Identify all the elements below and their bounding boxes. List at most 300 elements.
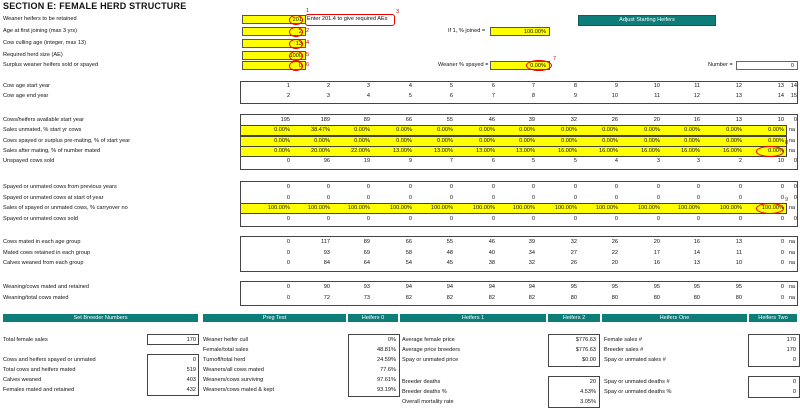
- row-value: 93: [323, 249, 330, 256]
- row-value: 0: [656, 194, 660, 201]
- row-value: 10: [735, 260, 742, 266]
- row-value: 7: [449, 158, 453, 165]
- row-value: 20: [653, 117, 660, 123]
- row-value: 100.00%: [307, 205, 330, 211]
- row-value: 0: [326, 215, 330, 222]
- row-value: 0: [326, 194, 330, 201]
- row-value: 0: [491, 184, 495, 190]
- summary-mid-label: Weaners/cows surviving: [203, 377, 264, 383]
- age-end-value: 13: [735, 93, 742, 99]
- row-value: 0: [780, 249, 784, 256]
- row-label: Spayed or unmated cows sold: [3, 215, 78, 222]
- row-value: 13: [735, 117, 742, 123]
- row-value: 0: [696, 215, 700, 222]
- row-value: 2: [738, 158, 742, 165]
- summary-left-label: Females mated and retained: [3, 387, 75, 393]
- age-end-value: 5: [408, 93, 412, 99]
- row-value: 0: [408, 194, 412, 201]
- age-start-value: 6: [491, 83, 495, 89]
- row-value: 0.00%: [726, 137, 742, 144]
- number-label: Number =: [708, 62, 733, 68]
- row-value: 0.00%: [684, 127, 700, 134]
- row-value: 100.00%: [637, 205, 660, 211]
- summary-mid-value: 97.61%: [377, 377, 396, 383]
- row-value: 38.47%: [311, 127, 330, 134]
- row-value: 90: [323, 284, 330, 290]
- row-value: 0: [793, 194, 797, 201]
- row-value: 0: [614, 215, 618, 222]
- row-value: 95: [653, 284, 660, 290]
- summary-far-label: Spay or unmated deaths %: [604, 389, 672, 395]
- row-value: 0: [449, 184, 453, 190]
- age-end-value: 6: [449, 93, 453, 99]
- summary-left-value: 170: [186, 337, 196, 343]
- row-value: 46: [488, 239, 495, 245]
- row-value: 0: [449, 194, 453, 201]
- age-start-value: 12: [735, 83, 742, 89]
- row-value: 0: [780, 284, 784, 290]
- row-value: 32: [570, 117, 577, 123]
- row-value: 0.00%: [561, 127, 577, 134]
- summary-left-label: Cows and heifers spayed or unmated: [3, 357, 96, 363]
- row-value: 32: [570, 239, 577, 245]
- row-value: 34: [528, 249, 535, 256]
- row-value: 13.00%: [393, 147, 412, 154]
- annotation-marker: 4: [306, 40, 310, 46]
- row-value: 10: [777, 117, 784, 123]
- row-value: 20: [653, 239, 660, 245]
- preg-test-header: Preg Test: [203, 314, 346, 322]
- annotation-marker: 3: [396, 9, 400, 15]
- row-value: 46: [488, 117, 495, 123]
- summary-left-value: 0: [192, 357, 196, 363]
- row-value: 14: [693, 249, 700, 256]
- summary-right-value: $0.00: [582, 357, 596, 363]
- row-value: 0.00%: [768, 137, 784, 144]
- row-value: 0.00%: [437, 127, 453, 134]
- summary-right-box1: [548, 334, 600, 367]
- row-value: 0.00%: [354, 137, 370, 144]
- age-start-value: 9: [614, 83, 618, 89]
- age-end-value: 15: [790, 93, 797, 99]
- row-value: 95: [570, 284, 577, 290]
- row-value: 94: [405, 284, 412, 290]
- row-value: 0: [286, 284, 290, 290]
- row-value: 0.00%: [644, 127, 660, 134]
- row-value: 94: [528, 284, 535, 290]
- summary-mid-label: Weaners/cows mated & kept: [203, 387, 275, 393]
- row-value: 80: [570, 294, 577, 301]
- row-value: 55: [446, 239, 453, 245]
- summary-mid-value: 77.6%: [380, 367, 396, 373]
- age-end-value: 12: [693, 93, 700, 99]
- row-value: 0: [614, 184, 618, 190]
- row-value: 0: [531, 194, 535, 201]
- row-value: 20: [611, 260, 618, 266]
- row-value: 100.00%: [472, 205, 495, 211]
- row-value: 0: [780, 294, 784, 301]
- summary-far-box1: [748, 334, 800, 367]
- row-value: 96: [323, 158, 330, 165]
- input-value: 13: [295, 41, 302, 47]
- row-value: 100.00%: [389, 205, 412, 211]
- summary-mid-value: 93.19%: [377, 387, 396, 393]
- row-value: 16.00%: [599, 147, 618, 154]
- set-breeder-numbers-button[interactable]: Set Breeder Numbers: [3, 314, 198, 322]
- row-value: 13: [693, 260, 700, 266]
- row-value: 0.00%: [726, 127, 742, 134]
- row-value: 0: [286, 194, 290, 201]
- note-text: Enter 201.4 to give required AEs: [307, 16, 388, 22]
- row-value: 0.00%: [768, 147, 784, 154]
- age-end-value: 11: [654, 93, 660, 99]
- row-value: 27: [570, 249, 577, 256]
- row-value: 100.00%: [512, 205, 535, 211]
- row-label: Spayed or unmated cows at start of year: [3, 194, 104, 201]
- age-start-value: 3: [366, 83, 370, 89]
- summary-far-label: Spay or unmated deaths #: [604, 379, 670, 385]
- row-value: 82: [405, 294, 412, 301]
- input-label: Surplus weaner heifers sold or spayed: [3, 62, 99, 68]
- na-label: na: [789, 284, 795, 290]
- age-end-value: 7: [491, 93, 495, 99]
- row-value: 0: [449, 215, 453, 222]
- summary-far-label: Female sales #: [604, 337, 642, 343]
- annotation-marker: 7: [553, 56, 557, 62]
- row-value: 38: [488, 260, 495, 266]
- row-value: 0: [366, 215, 370, 222]
- row-value: 80: [735, 294, 742, 301]
- row-value: 0.00%: [602, 137, 618, 144]
- na-label: na: [789, 127, 795, 134]
- row-value: 22.00%: [351, 147, 370, 154]
- age-end-value: 10: [611, 93, 618, 99]
- heifers1-header: Heifers 1: [400, 314, 546, 322]
- row-value: 26: [611, 239, 618, 245]
- summary-right-value: $776.63: [575, 347, 596, 353]
- weaner-spayed-value: 0.00%: [530, 63, 546, 69]
- age-start-value: 14: [790, 83, 797, 89]
- row-label: Cows mated in each age group: [3, 239, 81, 245]
- summary-far-label: Breeder sales #: [604, 347, 644, 353]
- heifers-two-header: Heifers Two: [749, 314, 797, 322]
- if1-label: If 1, % joined =: [448, 28, 486, 34]
- row-label: Cows spayed or surplus pre-mating, % of start year: [3, 137, 131, 144]
- age-end-value: 8: [531, 93, 535, 99]
- row-value: 0.00%: [684, 137, 700, 144]
- row-value: 64: [363, 260, 370, 266]
- row-value: 100.00%: [347, 205, 370, 211]
- row-value: 73: [363, 294, 370, 301]
- summary-left-value: 403: [186, 377, 196, 383]
- row-value: 0.00%: [561, 137, 577, 144]
- row-value: 0: [326, 184, 330, 190]
- row-value: 0: [286, 184, 290, 190]
- na-label: na: [789, 260, 795, 266]
- row-value: 189: [320, 117, 330, 123]
- age-end-value: 9: [573, 93, 577, 99]
- row-value: 3: [696, 158, 700, 165]
- page-title: SECTION E: FEMALE HERD STRUCTURE: [3, 1, 187, 11]
- row-value: 0.00%: [274, 137, 290, 144]
- annotation-marker: 2: [306, 28, 310, 34]
- row-value: 100.00%: [761, 205, 784, 211]
- row-value: 93: [363, 284, 370, 290]
- row-value: 0: [286, 239, 290, 245]
- age-start-value: 11: [694, 83, 700, 89]
- summary-mid-label: Weaners/all cows mated: [203, 367, 264, 373]
- row-value: 22: [611, 249, 618, 256]
- row-value: 0.00%: [479, 137, 495, 144]
- row-value: 0: [408, 215, 412, 222]
- summary-right-label: Spay or unmated price: [402, 357, 459, 363]
- input-value: 2: [298, 29, 302, 35]
- adjust-heifers-button[interactable]: Adjust Starting Heifers: [578, 15, 716, 26]
- row-value: 0.00%: [479, 127, 495, 134]
- row-value: 0: [780, 215, 784, 222]
- row-value: 48: [446, 249, 453, 256]
- age-start-value: 2: [326, 83, 330, 89]
- row-value: 95: [735, 284, 742, 290]
- summary-left-label: Total cows and heifers mated: [3, 367, 76, 373]
- heifers2-header: Heifers 2: [548, 314, 600, 322]
- heifers0-header: Heifers 0: [348, 314, 398, 322]
- annotation-marker: 1: [306, 8, 310, 14]
- summary-mid-box: [348, 334, 400, 397]
- row-value: 16.00%: [641, 147, 660, 154]
- row-value: 9: [408, 158, 412, 165]
- row-value: 13.00%: [516, 147, 535, 154]
- row-value: 89: [363, 117, 370, 123]
- summary-left-value: 519: [186, 367, 196, 373]
- row-value: 0.00%: [519, 127, 535, 134]
- row-value: 0: [286, 249, 290, 256]
- input-label: Cow culling age (integer, max 13): [3, 40, 87, 46]
- row-value: 13: [735, 239, 742, 245]
- row-value: 13.00%: [476, 147, 495, 154]
- summary-right-value: $776.63: [575, 337, 596, 343]
- row-value: 0: [366, 184, 370, 190]
- na-label: na: [789, 205, 795, 211]
- row-value: 0: [696, 194, 700, 201]
- summary-mid-value: 48.81%: [377, 347, 396, 353]
- input-label: Weaner heifers to be retained: [3, 16, 77, 22]
- row-value: 117: [321, 239, 330, 245]
- row-value: 16: [693, 117, 700, 123]
- annotation-marker: 9: [785, 197, 789, 203]
- summary-far-value: 170: [786, 347, 796, 353]
- row-value: 11: [736, 249, 742, 256]
- row-value: 0: [780, 184, 784, 190]
- row-value: 32: [528, 260, 535, 266]
- row-value: 80: [693, 294, 700, 301]
- row-value: 40: [488, 249, 495, 256]
- row-value: 10: [777, 158, 784, 165]
- summary-right-value: 3.05%: [580, 399, 596, 405]
- summary-right-value: 4.53%: [580, 389, 596, 395]
- row-value: 0: [656, 215, 660, 222]
- row-value: 16.00%: [723, 147, 742, 154]
- row-value: 0.00%: [644, 137, 660, 144]
- age-end-value: 4: [366, 93, 370, 99]
- row-value: 0.00%: [274, 127, 290, 134]
- na-label: na: [789, 239, 795, 245]
- if1-value: 100.00%: [523, 29, 546, 35]
- age-start-label: Cow age start year: [3, 83, 50, 89]
- row-value: 82: [488, 294, 495, 301]
- row-value: 45: [446, 260, 453, 266]
- row-value: 0: [573, 194, 577, 201]
- row-value: 0: [491, 194, 495, 201]
- age-start-value: 1: [286, 83, 290, 89]
- age-start-value: 10: [653, 83, 660, 89]
- summary-far-box2: [748, 376, 800, 398]
- row-value: 0: [793, 215, 797, 222]
- age-start-value: 5: [449, 83, 453, 89]
- row-value: 19: [363, 158, 370, 165]
- summary-right-label: Average price breeders: [402, 347, 461, 353]
- row-label: Weaning/total cows mated: [3, 294, 69, 301]
- row-value: 0: [286, 215, 290, 222]
- row-value: 55: [446, 117, 453, 123]
- age-start-value: 13: [777, 83, 784, 89]
- row-value: 0: [614, 194, 618, 201]
- row-value: 16: [693, 239, 700, 245]
- summary-mid-label: Female/total sales: [203, 347, 249, 353]
- row-value: 0: [573, 215, 577, 222]
- input-value: 1000: [289, 53, 302, 59]
- row-label: Cows/heifers available start year: [3, 117, 84, 123]
- summary-left-label: Calves weaned: [3, 377, 42, 383]
- age-end-value: 14: [777, 93, 784, 99]
- row-value: 0: [286, 294, 290, 301]
- row-value: 5: [531, 158, 535, 165]
- row-value: 0.00%: [768, 127, 784, 134]
- summary-mid-value: 24.59%: [377, 357, 396, 363]
- row-value: 0.00%: [274, 147, 290, 154]
- row-label: Weaning/cows mated and retained: [3, 284, 90, 290]
- na-label: na: [789, 137, 795, 144]
- row-value: 0: [531, 184, 535, 190]
- input-value: 201: [292, 17, 302, 23]
- row-value: 0: [738, 194, 742, 201]
- row-value: 54: [405, 260, 412, 266]
- row-value: 0.00%: [314, 137, 330, 144]
- row-value: 0: [793, 158, 797, 165]
- row-value: 26: [570, 260, 577, 266]
- age-start-value: 7: [531, 83, 535, 89]
- input-value: 0: [298, 63, 302, 69]
- summary-far-value: 0: [792, 357, 796, 363]
- summary-mid-value: 0%: [387, 337, 396, 343]
- row-value: 80: [653, 294, 660, 301]
- summary-right-value: 20: [589, 379, 596, 385]
- row-value: 5: [573, 158, 577, 165]
- row-value: 13.00%: [434, 147, 453, 154]
- row-value: 0: [780, 260, 784, 266]
- row-value: 0: [738, 215, 742, 222]
- summary-mid-label: Turnoff/total herd: [203, 357, 246, 363]
- row-value: 26: [611, 117, 618, 123]
- row-value: 0.00%: [519, 137, 535, 144]
- row-value: 0: [780, 194, 784, 201]
- row-value: 100.00%: [719, 205, 742, 211]
- row-label: Unspayed cows sold: [3, 158, 55, 165]
- row-value: 0: [656, 184, 660, 190]
- weaner-spayed-label: Weaner % spayed =: [438, 62, 489, 68]
- summary-far-value: 170: [786, 337, 796, 343]
- row-value: 16: [653, 260, 660, 266]
- row-value: 0: [738, 184, 742, 190]
- row-value: 72: [323, 294, 330, 301]
- row-label: Sales of spayed or unmated cows, % carryover no: [3, 205, 128, 211]
- row-label: Sales after mating, % of number mated: [3, 147, 101, 154]
- summary-far-label: Spay or unmated sales #: [604, 357, 666, 363]
- summary-right-label: Breeder deaths: [402, 379, 441, 385]
- row-value: 100.00%: [430, 205, 453, 211]
- row-value: 0: [366, 194, 370, 201]
- row-value: 0: [408, 184, 412, 190]
- row-value: 94: [488, 284, 495, 290]
- row-value: 0.00%: [396, 127, 412, 134]
- summary-far-value: 0: [792, 389, 796, 395]
- summary-right-label: Breeder deaths %: [402, 389, 447, 395]
- row-value: 69: [363, 249, 370, 256]
- row-value: 16.00%: [681, 147, 700, 154]
- row-value: 3: [656, 158, 660, 165]
- input-label: Required herd size (AE): [3, 52, 63, 58]
- row-label: Calves weaned from each group: [3, 260, 84, 266]
- row-value: 100.00%: [677, 205, 700, 211]
- input-label: Age at first joining (max 3 yrs): [3, 28, 77, 34]
- annotation-marker: 5: [306, 52, 310, 58]
- na-label: na: [789, 147, 795, 154]
- row-value: 84: [323, 260, 330, 266]
- annotation-marker: 6: [306, 62, 310, 68]
- row-value: 17: [653, 249, 660, 256]
- annotation-marker: 8: [785, 139, 789, 146]
- row-value: 0: [531, 215, 535, 222]
- row-value: 66: [405, 117, 412, 123]
- row-label: Spayed or unmated cows from previous years: [3, 184, 117, 190]
- age-start-value: 8: [573, 83, 577, 89]
- age-end-value: 3: [326, 93, 330, 99]
- row-value: 0.00%: [396, 137, 412, 144]
- row-value: 39: [528, 117, 535, 123]
- row-value: 94: [446, 284, 453, 290]
- row-value: 0: [286, 158, 290, 165]
- na-label: na: [789, 294, 795, 301]
- row-value: 80: [611, 294, 618, 301]
- summary-left-value: 432: [186, 387, 196, 393]
- row-value: 4: [614, 158, 618, 165]
- row-value: 95: [611, 284, 618, 290]
- summary-right-label: Overall mortality rate: [402, 399, 454, 405]
- row-value: 0.00%: [602, 127, 618, 134]
- summary-mid-label: Weaner heifer cull: [203, 337, 248, 343]
- row-value: 95: [693, 284, 700, 290]
- row-value: 0: [573, 184, 577, 190]
- row-value: 0: [696, 184, 700, 190]
- summary-right-label: Average female price: [402, 337, 455, 343]
- age-end-value: 2: [286, 93, 290, 99]
- heifers-one-header: Heifers One: [602, 314, 747, 322]
- row-value: 0: [793, 117, 797, 123]
- row-value: 16.00%: [558, 147, 577, 154]
- row-value: 100.00%: [554, 205, 577, 211]
- row-value: 89: [363, 239, 370, 245]
- row-value: 0.00%: [437, 137, 453, 144]
